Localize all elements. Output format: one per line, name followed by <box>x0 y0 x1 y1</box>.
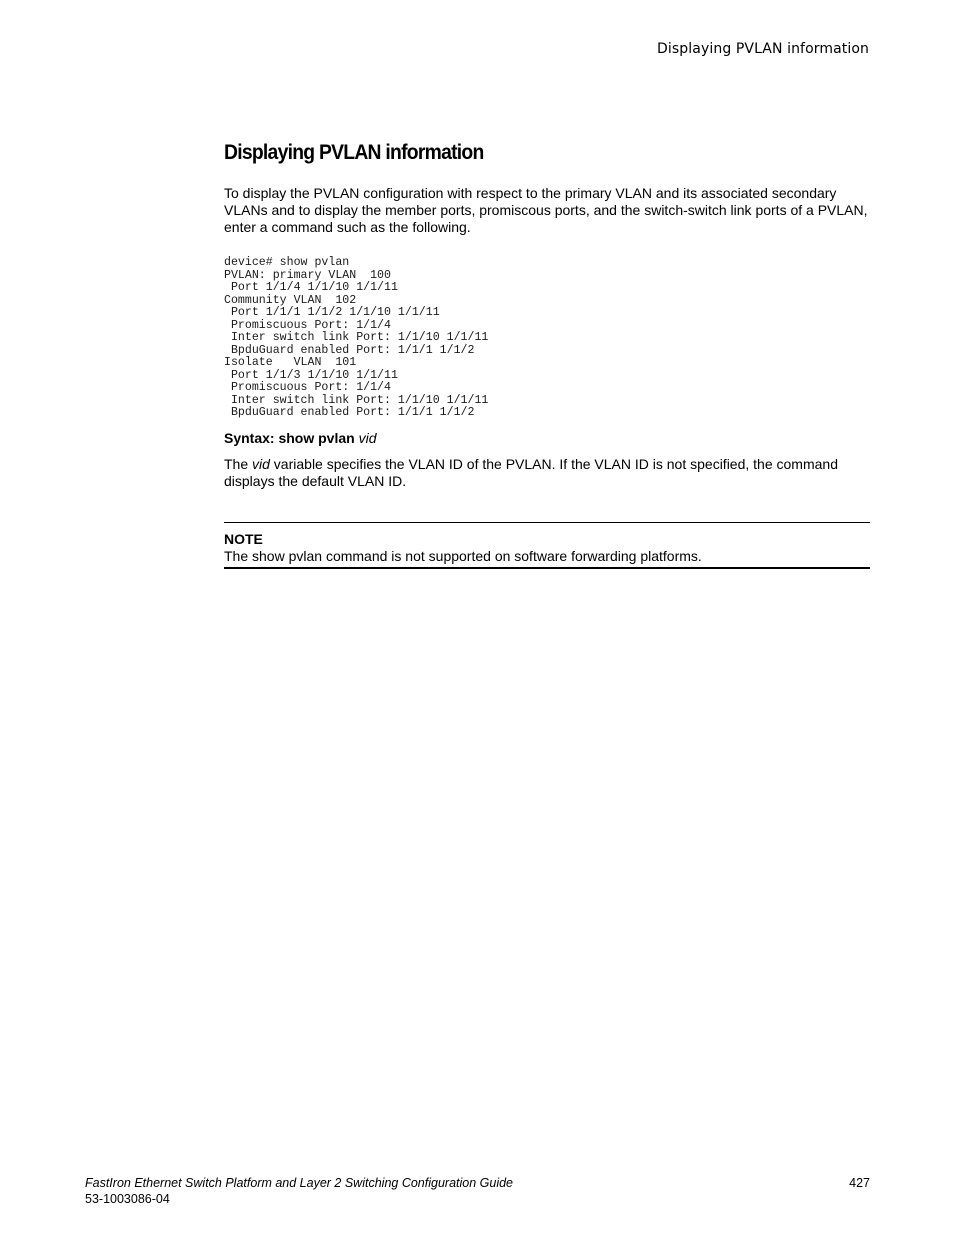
running-header: Displaying PVLAN information <box>657 41 869 57</box>
note-box <box>224 522 870 569</box>
note-text: The show pvlan command is not supported on software forwarding platforms. <box>224 548 702 564</box>
variable-description <box>224 456 864 490</box>
code-line: Port 1/1/1 1/1/2 1/1/10 1/1/11 <box>224 306 440 319</box>
code-line: device# show pvlan <box>224 256 350 269</box>
syntax-command: Syntax: show pvlan <box>224 430 355 446</box>
intro-paragraph: To display the PVLAN configuration with respect to the primary VLAN and its associated secondary VLANs and to display the member ports, promiscous ports, and the switch-switch link ports of a PVLAN, enter a command such as the following. <box>224 185 868 235</box>
code-line: BpduGuard enabled Port: 1/1/1 1/1/2 <box>224 406 475 419</box>
code-line: Promiscuous Port: 1/1/4 <box>224 381 391 394</box>
page-footer <box>85 1175 870 1207</box>
footer-guide-title: FastIron Ethernet Switch Platform and Layer 2 Switching Configuration Guide <box>85 1176 513 1190</box>
code-line: Inter switch link Port: 1/1/10 1/1/11 <box>224 393 489 407</box>
code-line: Isolate VLAN 101 <box>224 356 357 369</box>
description-lead: The <box>224 456 253 472</box>
syntax-line <box>224 430 377 447</box>
code-line: PVLAN: primary VLAN 100 <box>224 268 391 282</box>
footer-doc-number: 53-1003086-04 <box>85 1192 170 1206</box>
code-line: Inter switch link Port: 1/1/10 1/1/11 <box>224 331 489 344</box>
code-example <box>224 257 488 420</box>
description-variable: vid <box>252 456 270 472</box>
syntax-variable: vid <box>358 430 377 446</box>
code-line: Promiscuous Port: 1/1/4 <box>224 318 391 332</box>
code-line: Port 1/1/4 1/1/10 1/1/11 <box>224 281 398 294</box>
code-line: Port 1/1/3 1/1/10 1/1/11 <box>224 368 398 382</box>
footer-page-number: 427 <box>849 1176 870 1190</box>
code-line: Community VLAN 102 <box>224 293 357 307</box>
code-line: BpduGuard enabled Port: 1/1/1 1/1/2 <box>224 343 475 357</box>
section-title: Displaying PVLAN information <box>224 141 484 164</box>
description-body: variable specifies the VLAN ID of the PVLAN. If the VLAN ID is not specified, the command displays the default VLAN ID. <box>224 456 838 489</box>
note-label: NOTE <box>224 531 263 547</box>
